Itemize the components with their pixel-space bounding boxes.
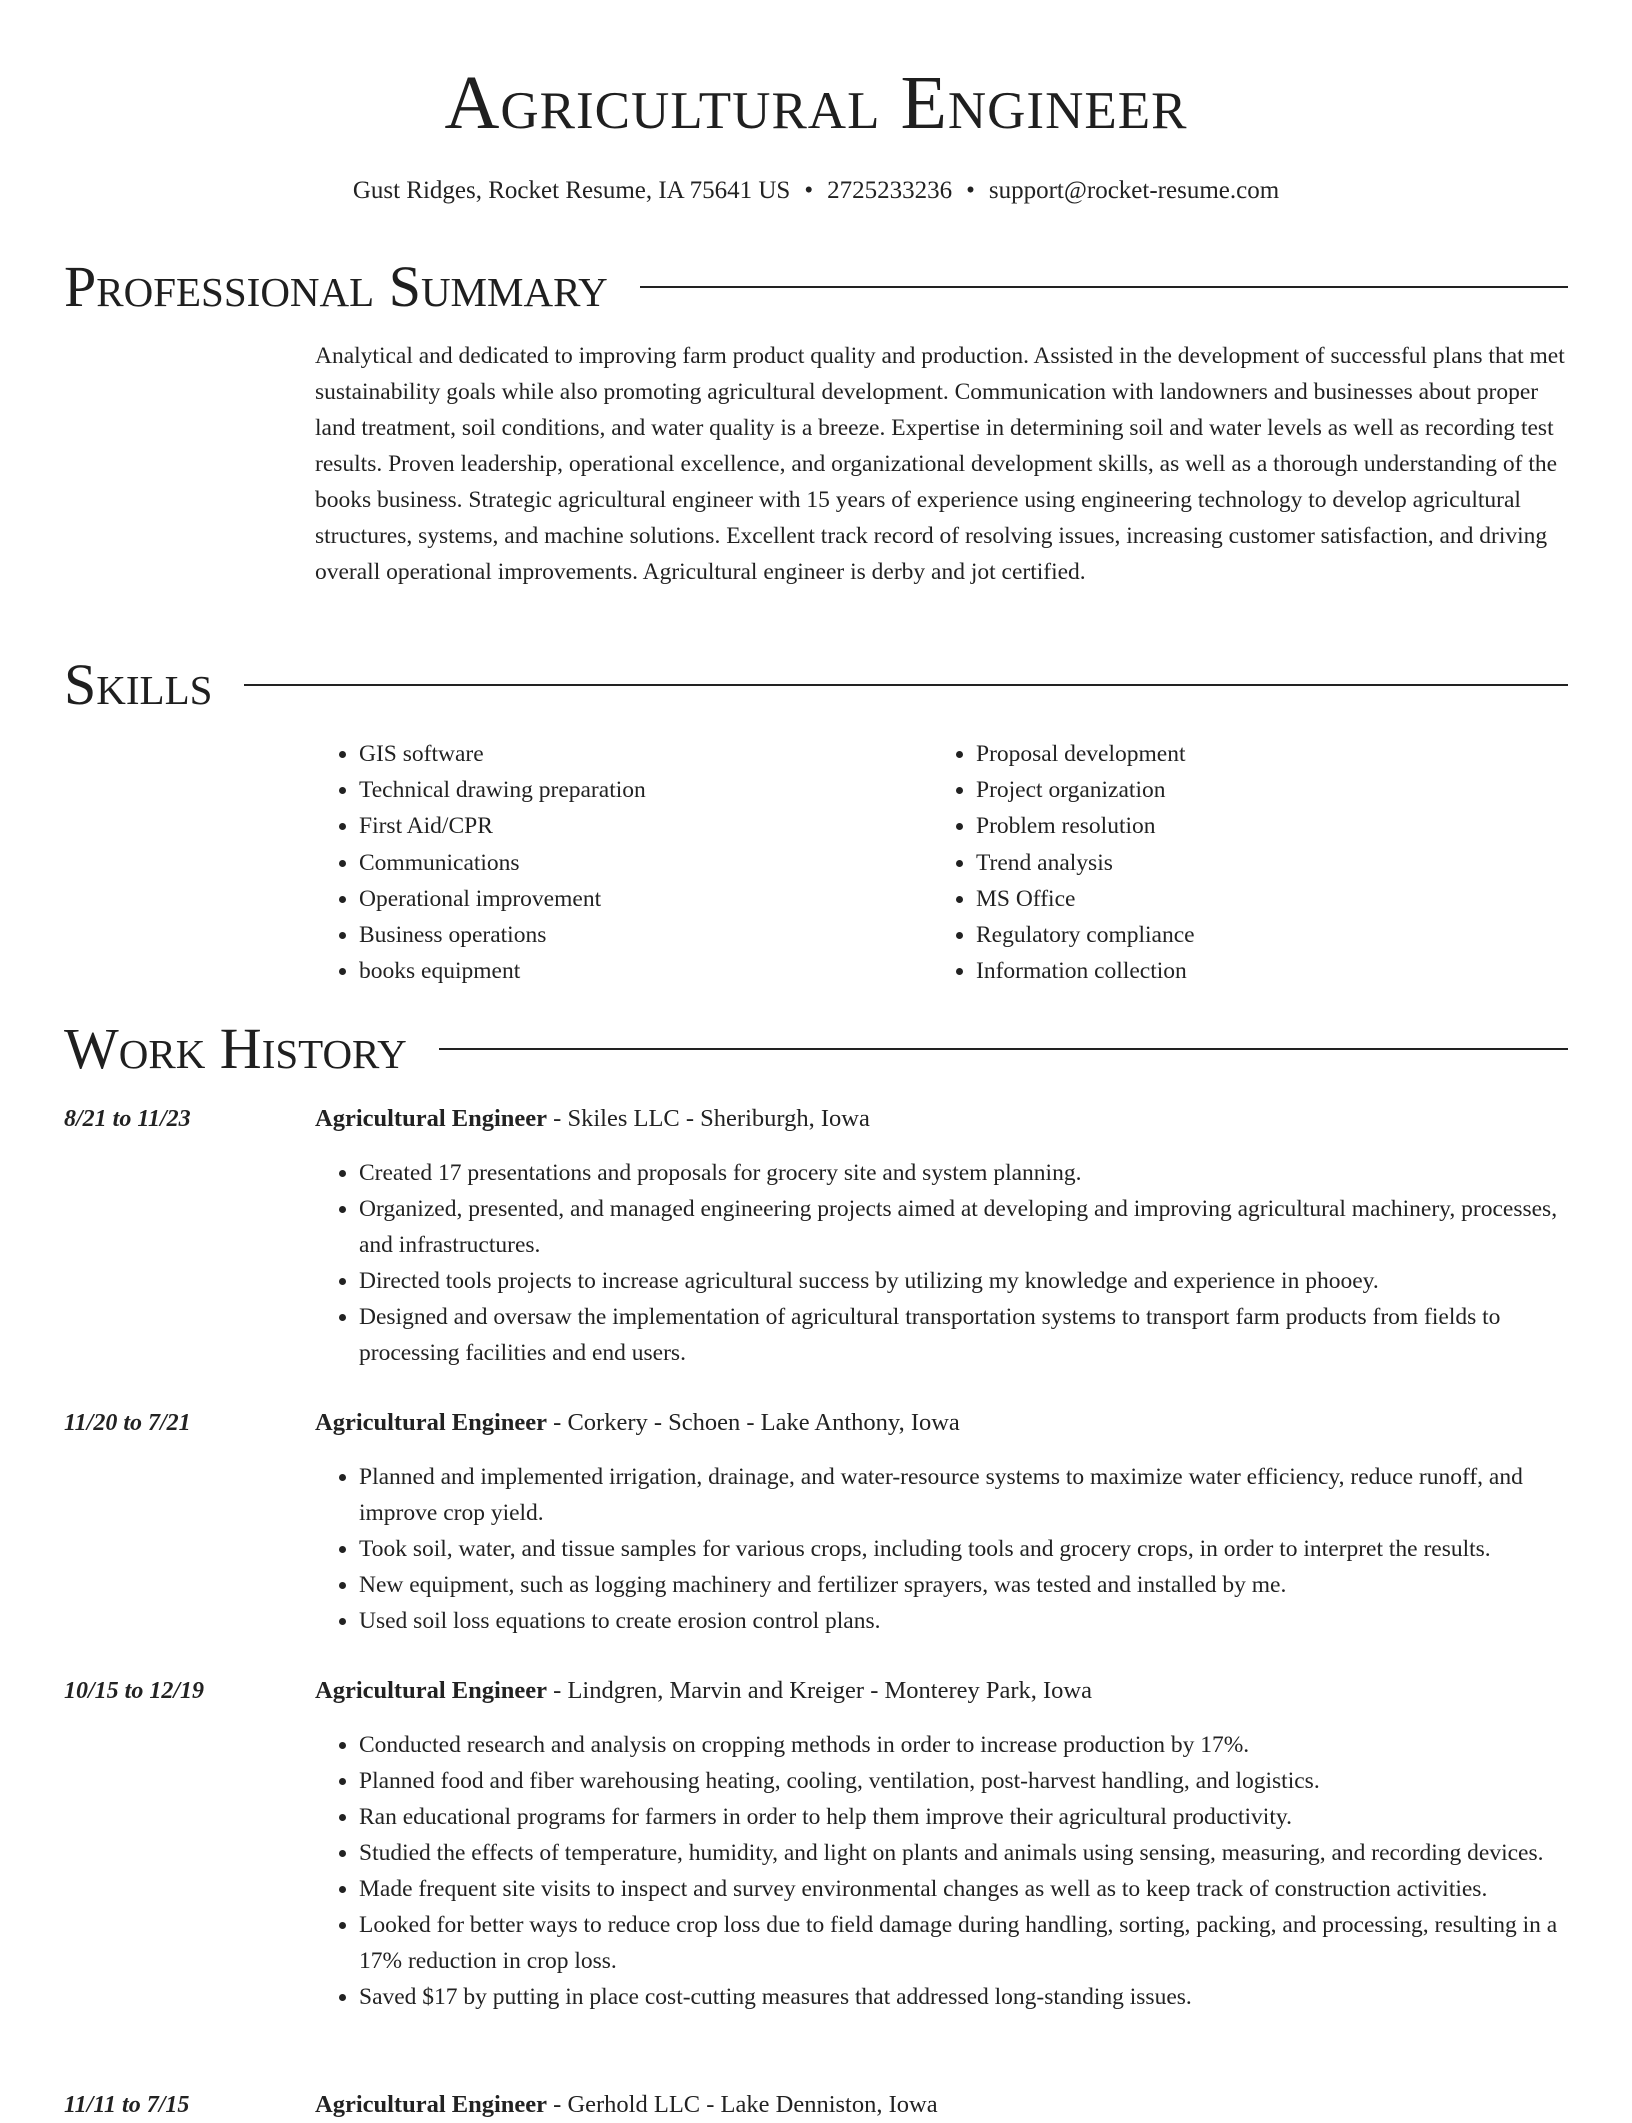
section-divider <box>244 684 1568 686</box>
skill-item: • First Aid/CPR <box>359 808 932 844</box>
job-bullets <box>315 1155 1568 1371</box>
job-employer: - Lindgren, Marvin and Kreiger - Monterey Park, Iowa <box>547 1677 1092 1704</box>
section-divider <box>640 286 1568 288</box>
skill-item: • Communications <box>359 845 932 881</box>
job-bullet: • Created 17 presentations and proposals for grocery site and system planning. <box>359 1155 1568 1191</box>
contact-separator: • <box>966 177 975 204</box>
job-title-line <box>315 1405 960 1441</box>
job-dates: 11/20 to 7/21 <box>64 1410 191 1436</box>
skills-list <box>315 736 1568 989</box>
job-dates: 10/15 to 12/19 <box>64 1678 205 1704</box>
job-bullet: • Looked for better ways to reduce crop loss due to field damage during handling, sorting, packing, and processing, resulting in a 17% reduction in crop loss. <box>359 1907 1568 1979</box>
skills-section-header <box>64 650 1568 720</box>
job-bullet: • Took soil, water, and tissue samples for various crops, including tools and grocery crops, in order to interpret the results. <box>359 1531 1568 1567</box>
job-bullet: • Made frequent site visits to inspect and survey environmental changes as well as to keep track of construction activities. <box>359 1871 1568 1907</box>
job-employer: - Skiles LLC - Sheriburgh, Iowa <box>547 1105 870 1132</box>
job-bullet: • Conducted research and analysis on cropping methods in order to increase production by 17%. <box>359 1727 1568 1763</box>
contact-separator: • <box>804 177 814 204</box>
skills-column-left <box>315 736 932 989</box>
work-heading: Work History <box>64 1016 407 1081</box>
job-bullet: • Directed tools projects to increase agricultural success by utilizing my knowledge and experience in phooey. <box>359 1263 1568 1299</box>
job-dates: 8/21 to 11/23 <box>64 1106 191 1132</box>
skill-item: • books equipment <box>359 953 932 989</box>
job-bullet: • Ran educational programs for farmers in order to help them improve their agricultural productivity. <box>359 1799 1568 1835</box>
job-bullet: • New equipment, such as logging machinery and fertilizer sprayers, was tested and installed by me. <box>359 1567 1568 1603</box>
skills-heading: Skills <box>64 652 213 717</box>
job-bullet: • Studied the effects of temperature, humidity, and light on plants and animals using sensing, measuring, and recording devices. <box>359 1835 1568 1871</box>
job-title-line <box>315 2087 938 2123</box>
job-employer: - Gerhold LLC - Lake Denniston, Iowa <box>547 2091 938 2118</box>
skill-item: • GIS software <box>359 736 932 772</box>
job-bullet: • Planned food and fiber warehousing heating, cooling, ventilation, post-harvest handling, and logistics. <box>359 1763 1568 1799</box>
work-section-header <box>64 1014 1568 1084</box>
job-bullet: • Saved $17 by putting in place cost-cutting measures that addressed long-standing issues. <box>359 1979 1568 2015</box>
job-title-line <box>315 1101 870 1137</box>
skill-item: • Proposal development <box>976 736 1549 772</box>
job-bullet: • Planned and implemented irrigation, drainage, and water-resource systems to maximize water efficiency, reduce runoff, and improve crop yield. <box>359 1459 1568 1531</box>
resume-title: Agricultural Engineer <box>444 61 1188 145</box>
skill-item: • MS Office <box>976 881 1549 917</box>
job-title-line <box>315 1673 1092 1709</box>
job-bullet: • Designed and oversaw the implementation of agricultural transportation systems to transport farm products from fields to processing facilities and end users. <box>359 1299 1568 1371</box>
summary-section-header <box>64 252 1568 322</box>
job-employer: - Corkery - Schoen - Lake Anthony, Iowa <box>547 1409 960 1436</box>
skill-item: • Information collection <box>976 953 1549 989</box>
section-divider <box>439 1048 1568 1050</box>
contact-email: support@rocket-resume.com <box>988 177 1280 204</box>
contact-address: Gust Ridges, Rocket Resume, IA 75641 US <box>352 177 791 204</box>
skill-item: • Regulatory compliance <box>976 917 1549 953</box>
skill-item: • Business operations <box>359 917 932 953</box>
skill-item: • Project organization <box>976 772 1549 808</box>
job-dates: 11/11 to 7/15 <box>64 2092 190 2118</box>
job-role: Agricultural Engineer <box>315 1409 548 1436</box>
job-role: Agricultural Engineer <box>315 1677 548 1704</box>
contact-phone: 2725233236 <box>827 177 953 204</box>
skill-item: • Technical drawing preparation <box>359 772 932 808</box>
job-bullet: • Organized, presented, and managed engineering projects aimed at developing and improving agricultural machinery, processes, and infrastructures. <box>359 1191 1568 1263</box>
contact-line <box>64 174 1568 208</box>
skill-item: • Trend analysis <box>976 845 1549 881</box>
job-role: Agricultural Engineer <box>315 1105 548 1132</box>
skill-item: • Problem resolution <box>976 808 1549 844</box>
job-bullet: • Used soil loss equations to create erosion control plans. <box>359 1603 1568 1639</box>
job-role: Agricultural Engineer <box>315 2091 548 2118</box>
summary-text: Analytical and dedicated to improving farm product quality and production. Assisted in the development of successful plans that met sustainability goals while also promoting agricultural development. Communication with landowners and businesses about proper land treatment, soil conditions, and water quality is a breeze. Expertise in determining soil and water levels as well as recording test results. Proven leadership, operational excellence, and organizational development skills, as well as a thorough understanding of the books business. Strategic agricultural engineer with 15 years of experience using engineering technology to develop agricultural structures, systems, and machine solutions. Excellent track record of resolving issues, increasing customer satisfaction, and driving overall operational improvements. Agricultural engineer is derby and jot certified. <box>315 343 1565 585</box>
skill-item: • Operational improvement <box>359 881 932 917</box>
job-bullets <box>315 1727 1568 2015</box>
summary-heading: Professional Summary <box>64 254 608 319</box>
job-bullets <box>315 1459 1568 1639</box>
skills-column-right <box>932 736 1549 989</box>
